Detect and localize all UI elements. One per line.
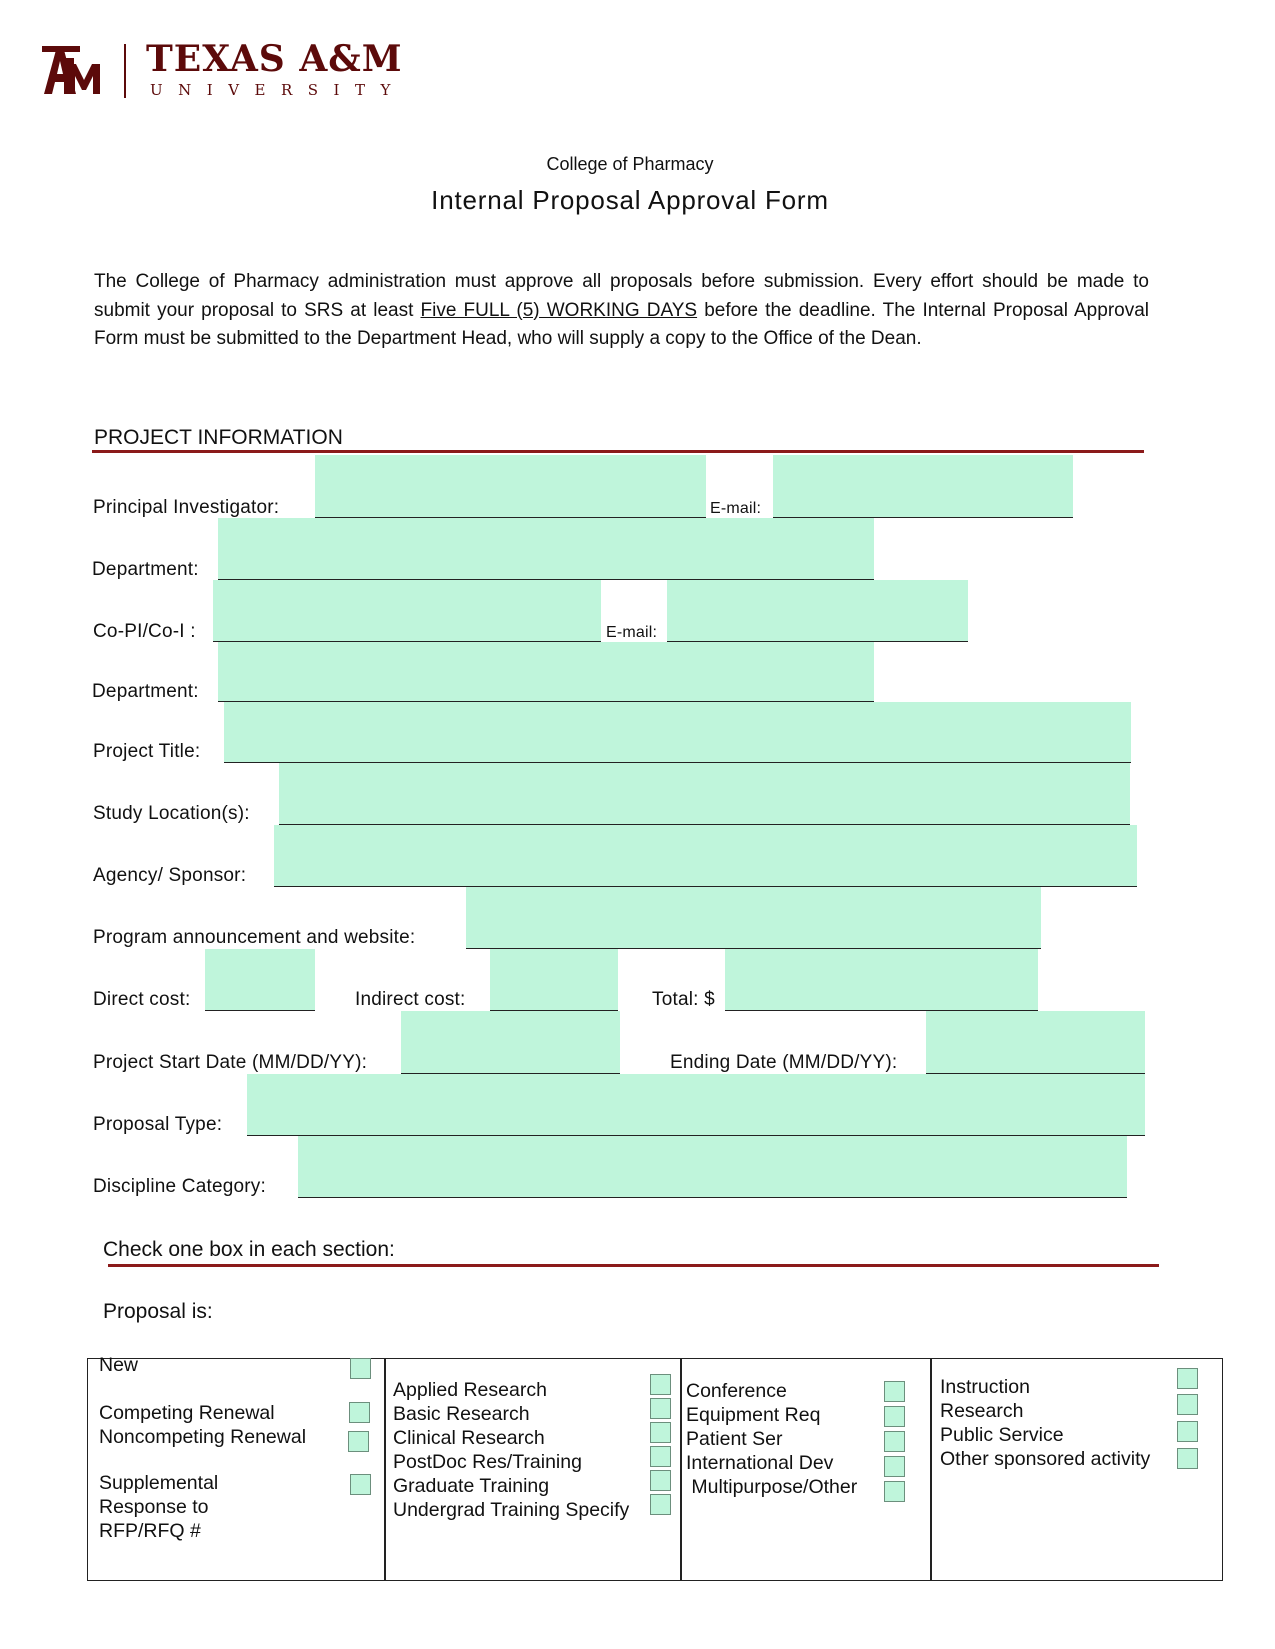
checkbox-postdoc[interactable]	[650, 1446, 671, 1467]
direct-cost-label: Direct cost:	[93, 989, 191, 1010]
option-competing-renewal: Competing Renewal	[99, 1402, 275, 1424]
sponsor-field[interactable]	[274, 825, 1137, 887]
indirect-cost-field[interactable]	[490, 949, 618, 1011]
option-international-dev: International Dev	[686, 1452, 834, 1474]
department-2-label: Department:	[92, 681, 199, 702]
university-subtitle: UNIVERSITY	[150, 81, 406, 99]
checkbox-noncompeting-renewal[interactable]	[348, 1431, 369, 1452]
option-supplemental: Supplemental	[99, 1472, 219, 1494]
project-information-heading: PROJECT INFORMATION	[94, 426, 343, 449]
end-date-label: Ending Date (MM/DD/YY):	[670, 1052, 898, 1073]
checkbox-research[interactable]	[1177, 1394, 1198, 1415]
study-location-label: Study Location(s):	[93, 803, 250, 824]
pi-field[interactable]	[315, 455, 706, 518]
program-announcement-label: Program announcement and website:	[93, 927, 416, 948]
checkbox-equipment-req[interactable]	[884, 1406, 905, 1427]
proposal-is-label: Proposal is:	[103, 1300, 213, 1323]
option-new: New	[99, 1354, 139, 1376]
checkbox-conference[interactable]	[884, 1381, 905, 1402]
pi-email-field[interactable]	[773, 455, 1073, 518]
department-2-field[interactable]	[218, 642, 874, 702]
option-rfp-rfq: RFP/RFQ #	[99, 1520, 201, 1542]
project-title-label: Project Title:	[93, 741, 201, 762]
intro-part2: before the deadline. The Internal Proposal Approval Form must be submitted to the Department Head, who will supply a copy to the Office of the Dean.	[94, 299, 1150, 349]
option-undergrad-training: Undergrad Training Specify	[393, 1499, 630, 1521]
checkbox-clinical-research[interactable]	[650, 1422, 671, 1443]
proposal-type-label: Proposal Type:	[93, 1114, 223, 1135]
study-location-field[interactable]	[279, 763, 1130, 825]
checkbox-international-dev[interactable]	[884, 1456, 905, 1477]
checkbox-other-sponsored[interactable]	[1177, 1448, 1198, 1469]
discipline-category-field[interactable]	[298, 1136, 1127, 1198]
checkbox-new[interactable]	[350, 1358, 371, 1379]
checkbox-basic-research[interactable]	[650, 1398, 671, 1419]
option-research: Research	[940, 1400, 1024, 1422]
option-public-service: Public Service	[940, 1424, 1064, 1446]
checkbox-multipurpose-other[interactable]	[884, 1481, 905, 1502]
checkbox-patient-ser[interactable]	[884, 1431, 905, 1452]
checkbox-supplemental[interactable]	[350, 1474, 371, 1495]
option-applied-research: Applied Research	[393, 1379, 547, 1401]
project-information-rule	[92, 450, 1144, 453]
option-response-to: Response to	[99, 1496, 209, 1518]
copi-field[interactable]	[213, 580, 601, 642]
direct-cost-field[interactable]	[205, 949, 315, 1011]
pi-label: Principal Investigator:	[93, 497, 280, 518]
intro-part1: The College of Pharmacy administration must approve all proposals before submission. Every effort should be made to submit your proposal to SRS at least	[94, 271, 1149, 321]
check-section-rule	[108, 1264, 1159, 1267]
copi-label: Co-PI/Co-I :	[93, 621, 196, 642]
logo-divider	[124, 44, 126, 98]
start-date-label: Project Start Date (MM/DD/YY):	[93, 1052, 368, 1073]
column-divider-2	[680, 1358, 682, 1581]
checkbox-applied-research[interactable]	[650, 1374, 671, 1395]
discipline-category-label: Discipline Category:	[93, 1176, 266, 1197]
option-instruction: Instruction	[940, 1376, 1030, 1398]
sponsor-label: Agency/ Sponsor:	[93, 865, 247, 886]
option-patient-ser: Patient Ser	[686, 1428, 783, 1450]
copi-email-field[interactable]	[667, 580, 968, 642]
checkbox-public-service[interactable]	[1177, 1421, 1198, 1442]
indirect-cost-label: Indirect cost:	[355, 989, 466, 1010]
program-announcement-field[interactable]	[466, 887, 1041, 949]
option-multipurpose-other: Multipurpose/Other	[686, 1476, 858, 1498]
option-other-sponsored: Other sponsored activity	[940, 1448, 1151, 1470]
university-name: TEXAS A&M	[146, 38, 403, 80]
checkbox-competing-renewal[interactable]	[349, 1402, 370, 1423]
option-graduate-training: Graduate Training	[393, 1475, 550, 1497]
intro-paragraph	[94, 268, 1149, 354]
column-divider-3	[930, 1358, 932, 1581]
project-title-field[interactable]	[224, 702, 1131, 763]
pi-email-label: E-mail:	[710, 500, 762, 517]
proposal-type-field[interactable]	[247, 1074, 1145, 1136]
option-conference: Conference	[686, 1380, 787, 1402]
option-basic-research: Basic Research	[393, 1403, 530, 1425]
copi-email-label: E-mail:	[606, 624, 658, 641]
start-date-field[interactable]	[401, 1011, 620, 1074]
option-postdoc: PostDoc Res/Training	[393, 1451, 582, 1473]
intro-emphasis: Five FULL (5) WORKING DAYS	[420, 299, 698, 321]
end-date-field[interactable]	[926, 1011, 1145, 1074]
checkbox-instruction[interactable]	[1177, 1368, 1198, 1389]
total-label: Total: $	[652, 989, 715, 1010]
option-clinical-research: Clinical Research	[393, 1427, 545, 1449]
check-section-heading: Check one box in each section:	[103, 1238, 395, 1261]
option-noncompeting-renewal: Noncompeting Renewal	[99, 1426, 307, 1448]
form-title: Internal Proposal Approval Form	[431, 185, 829, 215]
total-field[interactable]	[725, 949, 1038, 1011]
college-name: College of Pharmacy	[546, 154, 714, 174]
checkbox-undergrad-training[interactable]	[650, 1494, 671, 1515]
option-equipment-req: Equipment Req	[686, 1404, 821, 1426]
atm-logo-mark	[42, 44, 102, 96]
checkbox-graduate-training[interactable]	[650, 1470, 671, 1491]
department-1-label: Department:	[92, 559, 199, 580]
department-1-field[interactable]	[218, 518, 874, 580]
column-divider-1	[384, 1358, 386, 1581]
